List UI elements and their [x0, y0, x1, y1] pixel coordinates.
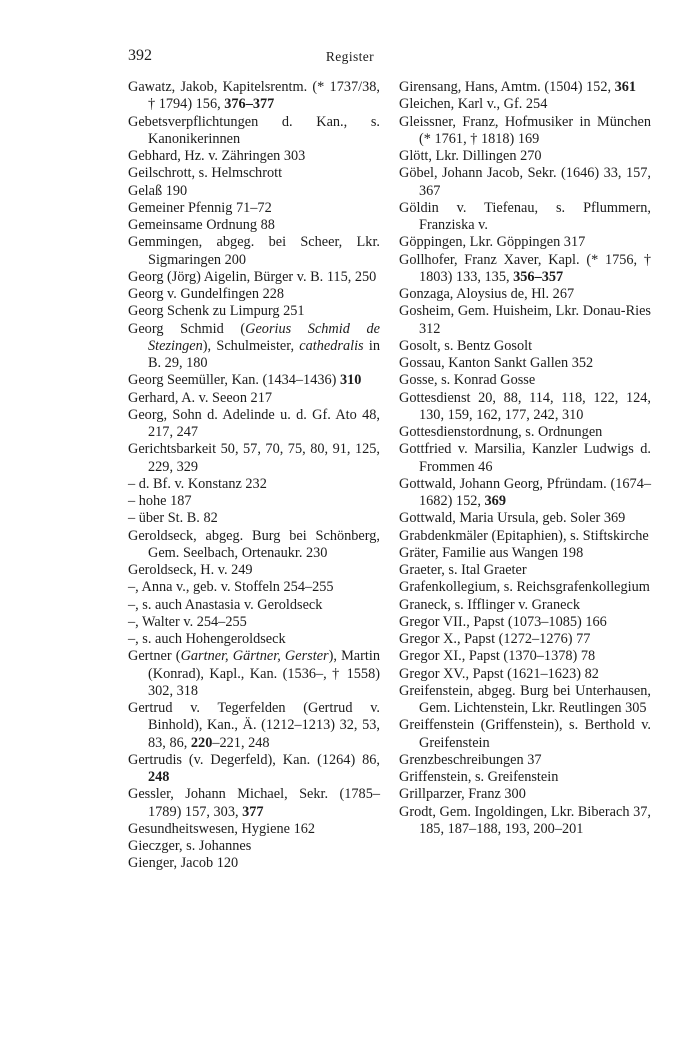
entry-text: Greifenstein, abgeg. Burg bei Unterhausen, Gem. Lichtenstein, Lkr. Reutlingen 305 [399, 682, 651, 716]
entry-text: –, Walter v. 254–255 [128, 613, 247, 630]
entry-text: Gieczger, s. Johannes [128, 838, 252, 854]
entry-text: Gottfried v. Marsilia, Kanzler Ludwigs d. Frommen 46 [399, 441, 651, 475]
entry-text: Gollhofer, Franz Xaver, Kapl. (* 1756, † 1803) 133, 135, [399, 251, 651, 285]
entry-text: –, s. auch Anastasia v. Geroldseck [128, 596, 323, 613]
index-column-left [128, 79, 380, 873]
index-entry [399, 372, 651, 389]
index-entry [128, 700, 380, 752]
page-ref-bold: 376–377 [224, 96, 275, 113]
entry-text: Gebetsverpflichtungen d. Kan., s. Kanonikerinnen [128, 113, 380, 147]
entry-text: –, s. auch Hohengeroldseck [128, 631, 286, 647]
entry-text: in B. 29, 180 [148, 337, 380, 371]
entry-text: Gottesdienst 20, 88, 114, 118, 122, 124, 130, 159, 162, 177, 242, 310 [399, 389, 651, 423]
entry-text: Gawatz, Jakob, Kapitelsrentm. (* 1737/38, † 1794) 156, [128, 79, 380, 113]
index-entry [399, 476, 651, 511]
entry-text: Göldin v. Tiefenau, s. Pflummern, Franziska v. [399, 199, 651, 233]
index-entry [399, 769, 651, 786]
entry-text: –221, 248 [212, 734, 270, 751]
index-entry [128, 372, 380, 389]
index-entry [399, 597, 651, 614]
index-entry [399, 614, 651, 631]
index-entry [399, 510, 651, 527]
entry-text: ), Schulmeister, [202, 337, 300, 354]
index-entry [128, 855, 380, 872]
index-entry [128, 217, 380, 234]
entry-text: Gosolt, s. Bentz Gosolt [399, 337, 533, 354]
index-entry [399, 804, 651, 839]
entry-text: Gregor XV., Papst (1621–1623) 82 [399, 665, 599, 682]
entry-text: Gertrudis (v. Degerfeld), Kan. (1264) 86, [128, 751, 380, 768]
index-entry [128, 752, 380, 787]
index-entry [128, 510, 380, 527]
index-entry [399, 303, 651, 338]
index-entry [128, 631, 380, 648]
index-entry [128, 234, 380, 269]
index-entry [399, 666, 651, 683]
index-entry [399, 286, 651, 303]
index-entry [399, 200, 651, 235]
entry-text: Gelaß 190 [128, 182, 188, 199]
index-entry [399, 234, 651, 251]
index-entry [399, 79, 651, 96]
index-entry [399, 648, 651, 665]
index-entry [128, 579, 380, 596]
index-entry [128, 114, 380, 149]
index-entry [128, 786, 380, 821]
entry-text: Gleichen, Karl v., Gf. 254 [399, 96, 548, 113]
index-entry [128, 183, 380, 200]
index-entry [128, 493, 380, 510]
entry-text: Gemmingen, abgeg. bei Scheer, Lkr. Sigmaringen 200 [128, 234, 380, 268]
entry-text: Gleissner, Franz, Hofmusiker in München (* 1761, † 1818) 169 [399, 113, 651, 147]
index-entry [128, 528, 380, 563]
index-entry [399, 96, 651, 113]
entry-text: Georg, Sohn d. Adelinde u. d. Gf. Ato 48, 217, 247 [128, 406, 380, 440]
index-entry [128, 476, 380, 493]
index-entry [128, 441, 380, 476]
entry-text: Gesundheitswesen, Hygiene 162 [128, 820, 316, 837]
entry-text: Gossau, Kanton Sankt Gallen 352 [399, 355, 594, 371]
entry-text: Grodt, Gem. Ingoldingen, Lkr. Biberach 37, 185, 187–188, 193, 200–201 [399, 803, 651, 837]
entry-text: Graeter, s. Ital Graeter [399, 562, 527, 578]
entry-text: Gessler, Johann Michael, Sekr. (1785–1789) 157, 303, [128, 786, 380, 820]
page-number: 392 [128, 47, 152, 64]
entry-text: Gienger, Jacob 120 [128, 855, 239, 872]
entry-text: Girensang, Hans, Amtm. (1504) 152, [399, 79, 615, 95]
running-title: Register [325, 49, 375, 64]
entry-text: Gregor X., Papst (1272–1276) 77 [399, 631, 591, 647]
entry-text: Gottwald, Maria Ursula, geb. Soler 369 [399, 510, 626, 527]
italic-text: cathedralis [299, 337, 364, 354]
entry-text: Gerhard, A. v. Seeon 217 [128, 389, 272, 406]
index-entry [128, 407, 380, 442]
entry-text: Gosse, s. Konrad Gosse [399, 372, 536, 389]
index-entry [128, 321, 380, 373]
entry-text: Gemeiner Pfennig 71–72 [128, 199, 272, 216]
index-entry [128, 562, 380, 579]
entry-text: ), Martin (Konrad), Kapl., Kan. (1536–, † 1558) 302, 318 [148, 648, 381, 699]
index-entry [128, 303, 380, 320]
entry-text: Gonzaga, Aloysius de, Hl. 267 [399, 286, 575, 302]
index-entry [128, 597, 380, 614]
index-entry [128, 838, 380, 855]
index-entry [399, 355, 651, 372]
entry-text: Geroldseck, H. v. 249 [128, 562, 253, 578]
entry-text: Greiffenstein (Griffenstein), s. Berthold v. Greifenstein [399, 717, 651, 751]
index-entry [399, 114, 651, 149]
entry-text: Georg (Jörg) Aigelin, Bürger v. B. 115, 250 [128, 268, 377, 285]
index-entry [128, 286, 380, 303]
entry-text: Gregor VII., Papst (1073–1085) 166 [399, 613, 607, 630]
index-entry [399, 579, 651, 596]
index-entry [399, 441, 651, 476]
index-entry [399, 683, 651, 718]
index-entry [399, 631, 651, 648]
index-entry [399, 545, 651, 562]
entry-text: Gebhard, Hz. v. Zähringen 303 [128, 148, 306, 164]
page-ref-bold: 220 [190, 734, 213, 751]
entry-text: Grabdenkmäler (Epitaphien), s. Stiftskirche [399, 527, 649, 544]
entry-text: Gottesdienstordnung, s. Ordnungen [399, 424, 603, 440]
entry-text: –, Anna v., geb. v. Stoffeln 254–255 [128, 579, 334, 596]
page-ref-bold: 356–357 [513, 268, 564, 285]
index-entry [128, 648, 380, 700]
entry-text: Georg Schenk zu Limpurg 251 [128, 303, 305, 320]
index-entry [399, 752, 651, 769]
index-entry [399, 528, 651, 545]
index-entry [128, 148, 380, 165]
page-ref-bold: 248 [148, 769, 170, 785]
page-ref-bold: 361 [614, 79, 637, 95]
entry-text: Gosheim, Gem. Huisheim, Lkr. Donau-Ries 312 [399, 303, 651, 337]
index-entry [399, 786, 651, 803]
index-entry [399, 424, 651, 441]
entry-text: Griffenstein, s. Greifenstein [399, 769, 559, 785]
page-ref-bold: 369 [484, 493, 506, 509]
entry-text: Göppingen, Lkr. Göppingen 317 [399, 234, 586, 251]
entry-text: Georg v. Gundelfingen 228 [128, 286, 285, 302]
index-entry [128, 200, 380, 217]
entry-text: Geilschrott, s. Helmschrott [128, 165, 283, 182]
entry-text: Gertrud v. Tegerfelden (Gertrud v. Binhold), Kan., Ä. (1212–1213) 32, 53, 83, 86, [128, 700, 380, 751]
entry-text: Göbel, Johann Jacob, Sekr. (1646) 33, 157, 367 [399, 165, 651, 199]
entry-text: – über St. B. 82 [128, 510, 218, 527]
entry-text: Georg Schmid ( [128, 320, 246, 337]
entry-text: Glött, Lkr. Dillingen 270 [399, 148, 542, 164]
index-entry [128, 614, 380, 631]
index-entry [399, 252, 651, 287]
page-ref-bold: 377 [242, 803, 264, 820]
index-entry [399, 717, 651, 752]
entry-text: – hohe 187 [128, 493, 192, 509]
index-entry [128, 390, 380, 407]
index-entry [128, 79, 380, 114]
entry-text: Gottwald, Johann Georg, Pfründam. (1674–1682) 152, [399, 475, 651, 509]
entry-text: Gregor XI., Papst (1370–1378) 78 [399, 648, 596, 665]
italic-text: Gartner, Gärtner, Gerster [180, 648, 329, 665]
italic-text: Georius Schmid de Stezingen [148, 320, 380, 354]
entry-text: Grenzbeschreibungen 37 [399, 751, 542, 768]
entry-text: Gerichtsbarkeit 50, 57, 70, 75, 80, 91, 125, 229, 329 [128, 441, 380, 475]
index-entry [128, 821, 380, 838]
index-entry [399, 338, 651, 355]
entry-text: Gemeinsame Ordnung 88 [128, 217, 275, 233]
entry-text: Grafenkollegium, s. Reichsgrafenkollegium [399, 579, 650, 596]
entry-text: – d. Bf. v. Konstanz 232 [128, 475, 267, 492]
page-ref-bold: 310 [339, 372, 362, 389]
index-column-right [399, 79, 651, 838]
entry-text: Geroldseck, abgeg. Burg bei Schönberg, Gem. Seelbach, Ortenaukr. 230 [128, 527, 380, 561]
index-entry [399, 165, 651, 200]
entry-text: Georg Seemüller, Kan. (1434–1436) [128, 372, 340, 389]
index-entry [399, 148, 651, 165]
index-entry [399, 390, 651, 425]
index-entry [128, 165, 380, 182]
entry-text: Gertner ( [128, 648, 181, 665]
entry-text: Graneck, s. Ifflinger v. Graneck [399, 596, 581, 613]
index-entry [128, 269, 380, 286]
entry-text: Grillparzer, Franz 300 [399, 786, 526, 803]
entry-text: Gräter, Familie aus Wangen 198 [399, 544, 584, 561]
index-entry [399, 562, 651, 579]
